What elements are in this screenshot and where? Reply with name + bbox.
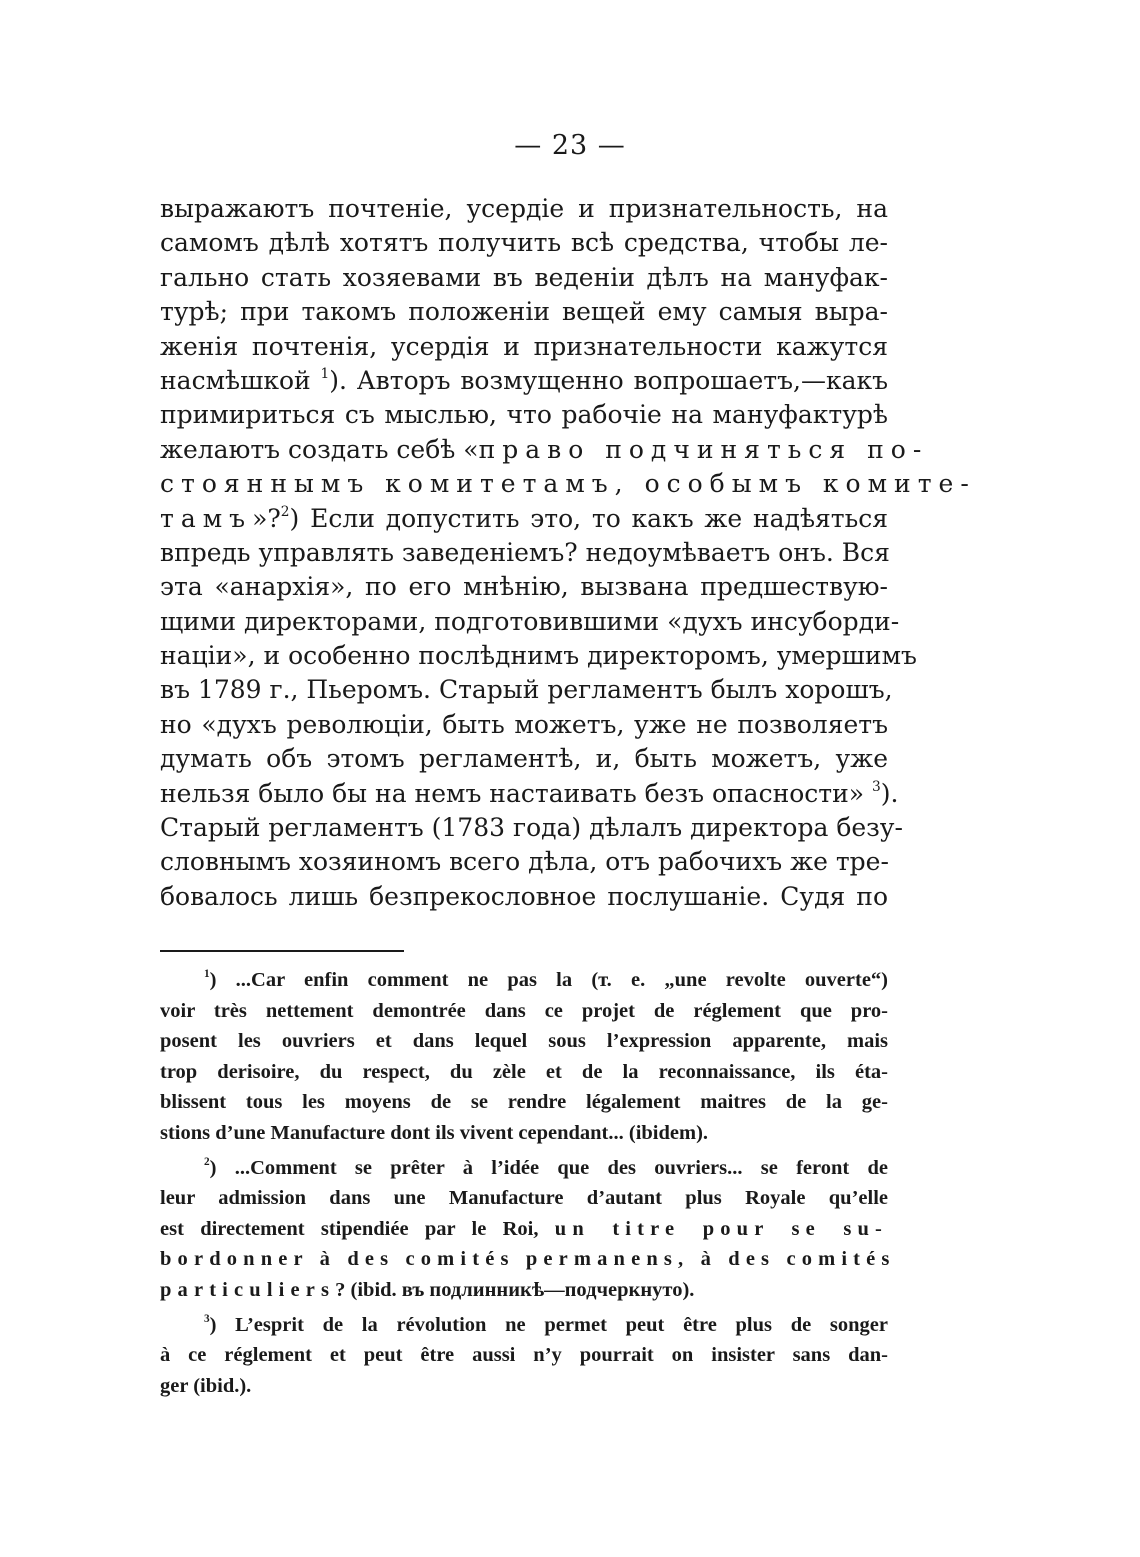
footnote-line: leur admission dans une Manufacture d’autant plus Royale qu’elle [160,1187,888,1210]
text-line: но «духъ революціи, быть можетъ, уже не позволяетъ [160,709,888,739]
text-line: эта «анархія», по его мнѣнію, вызвана предшествую- [160,572,888,602]
footnote-line: ger (ibid.). [160,1374,252,1397]
footnote-line: est directement stipendiée par le Roi, un titre pour se su- [160,1217,889,1240]
footnote-line: stions d’une Manufacture dont ils vivent cependant... (ibidem). [160,1121,709,1144]
text-line: впредь управлять заведеніемъ? недоумѣваетъ онъ. Вся [160,537,890,567]
text-line: выражаютъ почтеніе, усердіе и признательность, на [160,194,888,223]
footnote-ref: 1 [320,365,330,382]
footnote-3: $^3$) L’esprit de la révolution ne permet peut être plus de songer [204,1312,888,1336]
footnote-line: posent les ouvriers et dans lequel sous l’expression apparente, mais [160,1030,888,1053]
emphasis-text: право подчиняться по- [478,434,929,464]
main-text [160,192,976,914]
footnote-line: trop derisoire, du respect, du zèle et de la reconnaissance, ils éta- [160,1060,888,1083]
footnote-line: à ce réglement et peut être aussi n’y pourrait on insister sans dan- [160,1344,888,1367]
footnote-line: blissent tous les moyens de se rendre légalement maitres de la ge- [160,1091,888,1114]
text-line: тамъ»?$^2$) Если допустить это, то какъ же надѣяться [160,503,888,533]
text-line: женія почтенія, усердія и признательности кажутся [160,331,888,361]
text-line: турѣ; при такомъ положеніи вещей ему самыя выра- [160,297,888,327]
text-line: насмѣшкой $^1$). Авторъ возмущенно вопрошаетъ,—какъ [160,365,888,395]
footnote-1: $^1$) ...Car enfin comment ne pas la (т. е. „une revolte ouverte“) [204,967,888,991]
footnote-line: particuliers? (ibid. въ подлинникѣ—подчеркнуто). [160,1278,695,1301]
footnote-line: bordonner à des comités permanens, à des comités [160,1248,896,1271]
text-line: въ 1789 г., Пьеромъ. Старый регламентъ былъ хорошъ, [160,675,893,705]
text-line: нельзя было бы на немъ настаивать безъ опасности» $^3$). [160,778,899,808]
text-line: Старый регламентъ (1783 года) дѣлалъ директора безу- [160,813,903,843]
text-line: желаютъ создать себѣ «право подчиняться по- [160,434,929,464]
footnote-ref: 3 [872,778,881,795]
text-line: щими директорами, подготовившими «духъ инсуборди- [160,606,900,636]
footnote-ref: 2 [280,503,290,520]
footnotes [160,965,896,1401]
text-line: думать объ этомъ регламентѣ, и, быть можетъ, уже [160,744,888,774]
text-line: словнымъ хозяиномъ всего дѣла, отъ рабочихъ же тре- [160,847,889,877]
text-line: примириться съ мыслью, что рабочіе на мануфактурѣ [160,400,888,430]
footnote-2: $^2$) ...Comment se prêter à l’idée que des ouvriers... se feront de [204,1155,888,1179]
footnote-line: voir très nettement demontrée dans ce projet de réglement que pro- [160,999,888,1022]
footnote-divider [160,950,404,952]
text-line: самомъ дѣлѣ хотятъ получить всѣ средства, чтобы ле- [160,228,888,258]
page-number: — 23 — [514,130,626,161]
text-line: стояннымъ комитетамъ, особымъ комите- [160,469,976,499]
text-line: гально стать хозяевами въ веденіи дѣлъ на мануфак- [160,262,888,292]
text-line: націи», и особенно послѣднимъ директоромъ, умершимъ [160,641,917,671]
text-line: бовалось лишь безпрекословное послушаніе. Судя по [160,881,888,911]
